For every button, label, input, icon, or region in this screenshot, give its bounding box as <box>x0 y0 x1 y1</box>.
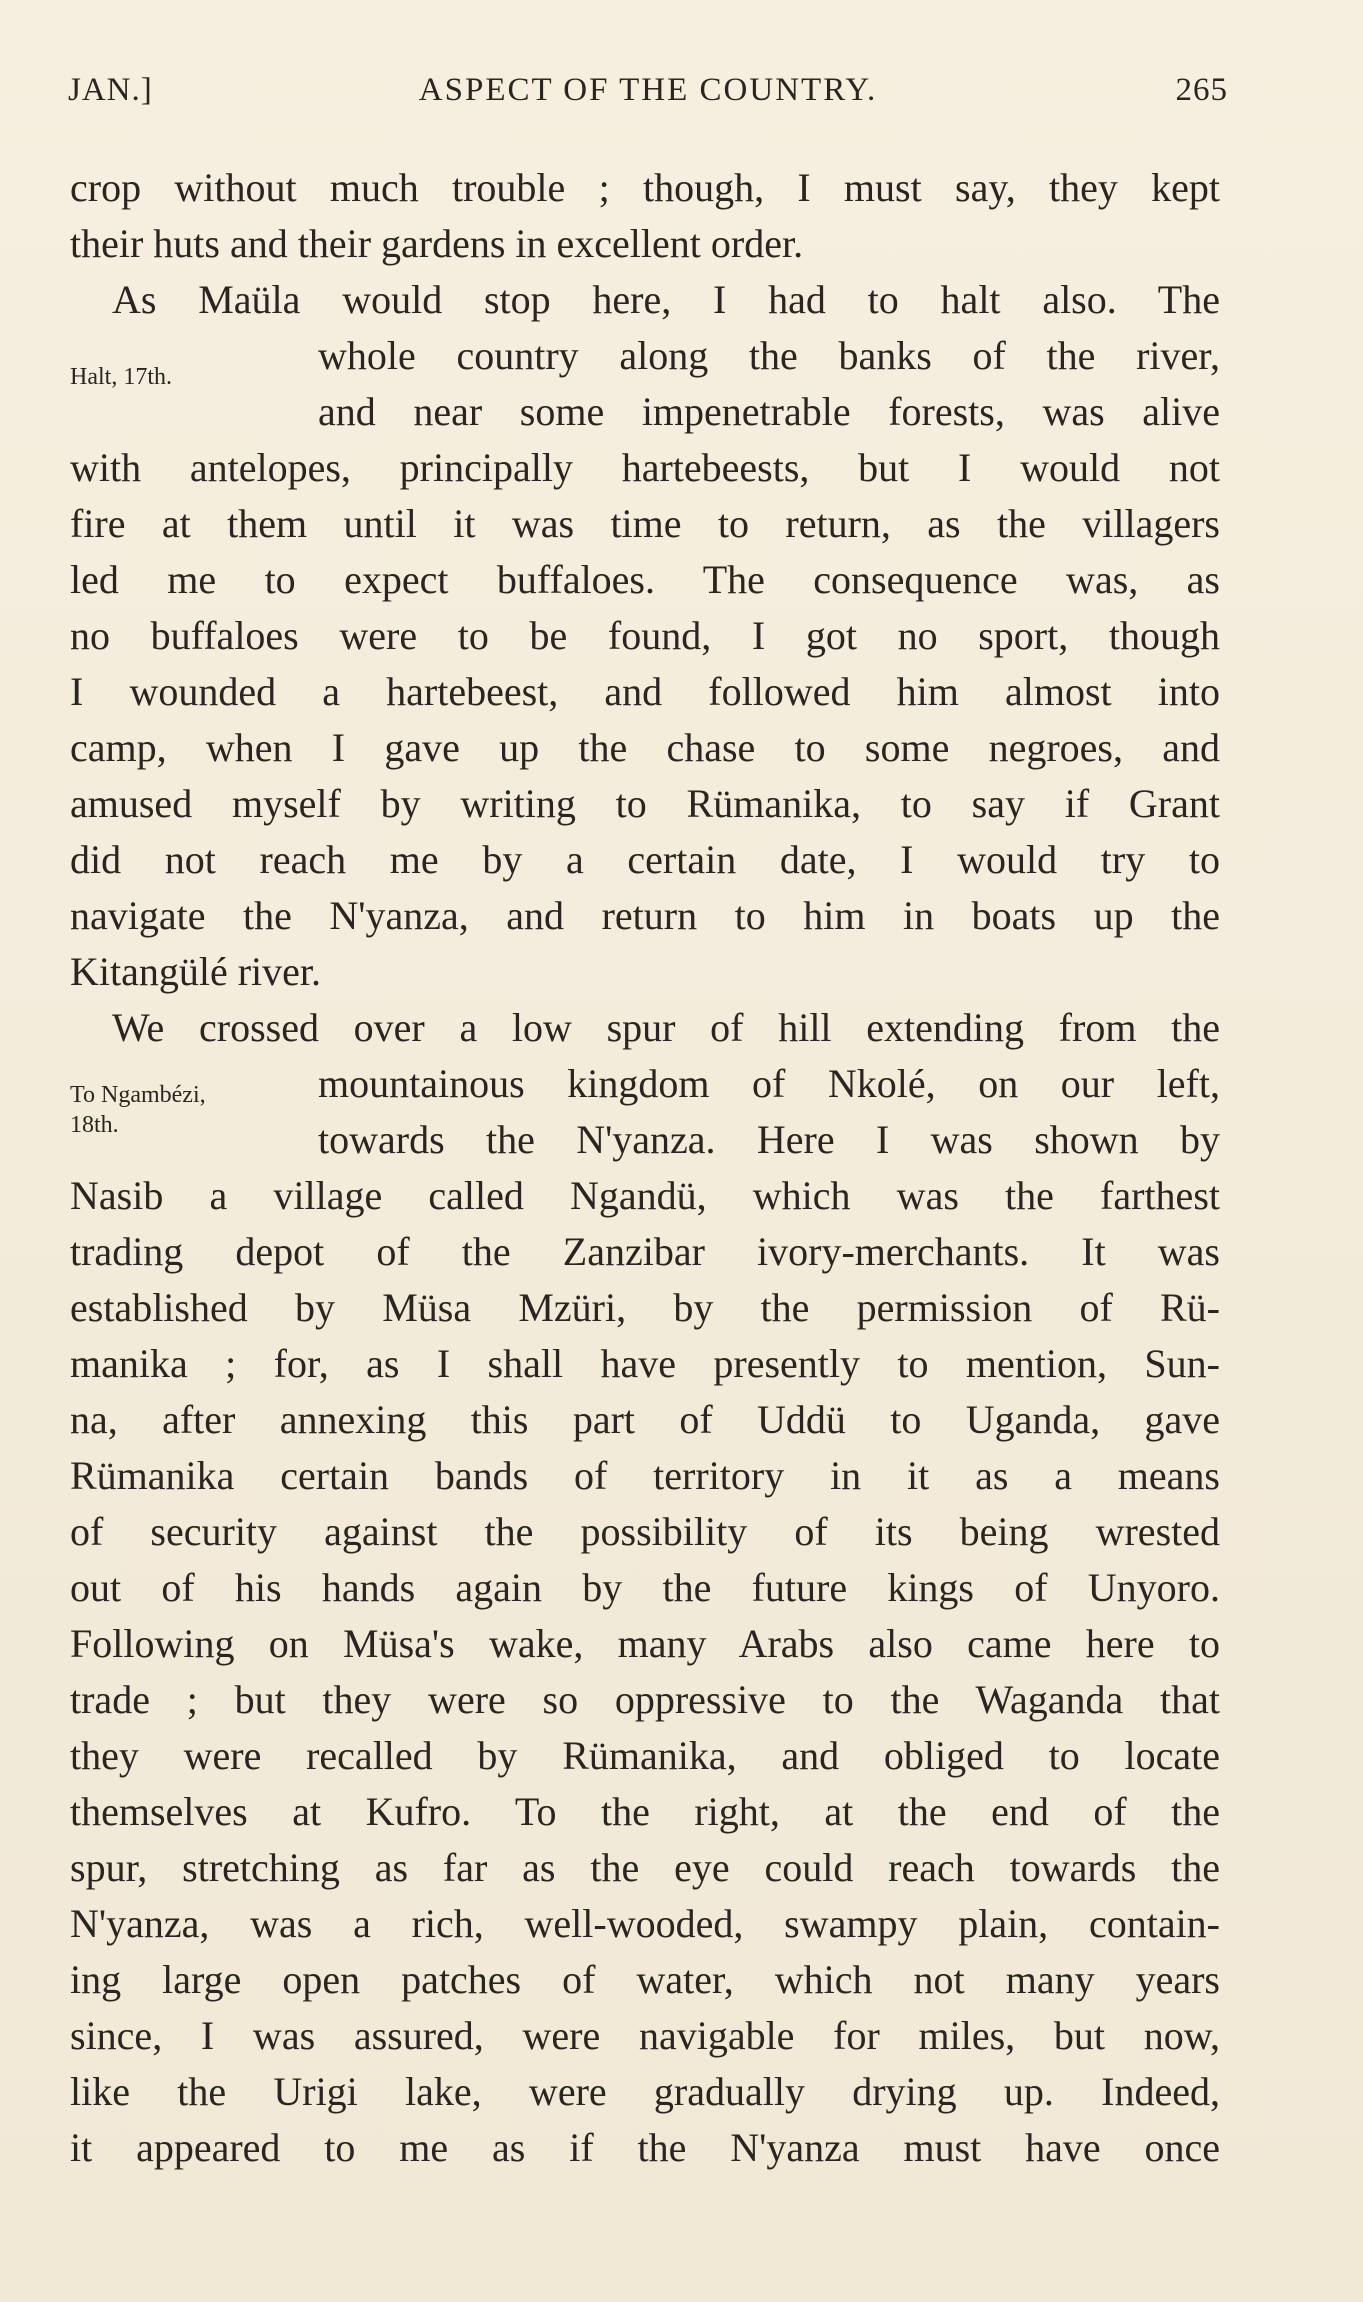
text-line: their huts and their gardens in excellent order. <box>70 221 804 266</box>
header-chapter-title: ASPECT OF THE COUNTRY. <box>418 72 878 108</box>
text-line: Rümanika certain bands of territory in it as a means <box>70 1453 1220 1498</box>
text-line: fire at them until it was time to return, as the villagers <box>70 501 1220 546</box>
text-line: crop without much trouble ; though, I must say, they kept <box>70 165 1220 210</box>
text-line: themselves at Kufro. To the right, at the end of the <box>70 1789 1220 1834</box>
text-line: Following on Müsa's wake, many Arabs also came here to <box>70 1621 1220 1666</box>
text-line: ing large open patches of water, which not many years <box>70 1957 1220 2002</box>
text-line: Nasib a village called Ngandü, which was the farthest <box>70 1173 1220 1218</box>
text-line: towards the N'yanza. Here I was shown by <box>318 1117 1220 1162</box>
margin-note-halt: Halt, 17th. <box>70 364 172 390</box>
text-line: camp, when I gave up the chase to some negroes, and <box>70 725 1220 770</box>
margin-note-date: 18th. <box>70 1112 119 1138</box>
text-line: of security against the possibility of its being wrested <box>70 1509 1220 1554</box>
text-line: out of his hands again by the future kings of Unyoro. <box>70 1565 1220 1610</box>
text-line: whole country along the banks of the river, <box>318 333 1220 378</box>
text-line: na, after annexing this part of Uddü to Uganda, gave <box>70 1397 1220 1442</box>
text-line: N'yanza, was a rich, well-wooded, swampy plain, contain- <box>70 1901 1220 1946</box>
text-line: and near some impenetrable forests, was alive <box>318 389 1220 434</box>
page-number: 265 <box>1175 72 1228 108</box>
text-line: Kitangülé river. <box>70 949 322 994</box>
text-line: trading depot of the Zanzibar ivory-merchants. It was <box>70 1229 1220 1274</box>
text-line: We crossed over a low spur of hill extending from the <box>112 1005 1220 1050</box>
text-line: manika ; for, as I shall have presently to mention, Sun- <box>70 1341 1220 1386</box>
text-line: it appeared to me as if the N'yanza must have once <box>70 2125 1220 2170</box>
text-line: led me to expect buffaloes. The consequence was, as <box>70 557 1220 602</box>
text-line: like the Urigi lake, were gradually drying up. Indeed, <box>70 2069 1220 2114</box>
header-month: JAN.] <box>68 72 153 108</box>
text-line: navigate the N'yanza, and return to him in boats up the <box>70 893 1220 938</box>
text-line: trade ; but they were so oppressive to the Waganda that <box>70 1677 1220 1722</box>
margin-note-to-ngambezi: To Ngambézi, <box>70 1082 206 1108</box>
text-line: established by Müsa Mzüri, by the permission of Rü- <box>70 1285 1220 1330</box>
text-line: with antelopes, principally hartebeests, but I would not <box>70 445 1220 490</box>
text-line: mountainous kingdom of Nkolé, on our left, <box>318 1061 1220 1106</box>
text-line: they were recalled by Rümanika, and obliged to locate <box>70 1733 1220 1778</box>
text-line: since, I was assured, were navigable for miles, but now, <box>70 2013 1220 2058</box>
text-line: I wounded a hartebeest, and followed him almost into <box>70 669 1220 714</box>
text-line: amused myself by writing to Rümanika, to say if Grant <box>70 781 1220 826</box>
text-line: As Maüla would stop here, I had to halt also. The <box>112 277 1220 322</box>
text-line: did not reach me by a certain date, I would try to <box>70 837 1220 882</box>
text-line: spur, stretching as far as the eye could reach towards the <box>70 1845 1220 1890</box>
running-head <box>68 72 1228 112</box>
text-line: no buffaloes were to be found, I got no sport, though <box>70 613 1220 658</box>
